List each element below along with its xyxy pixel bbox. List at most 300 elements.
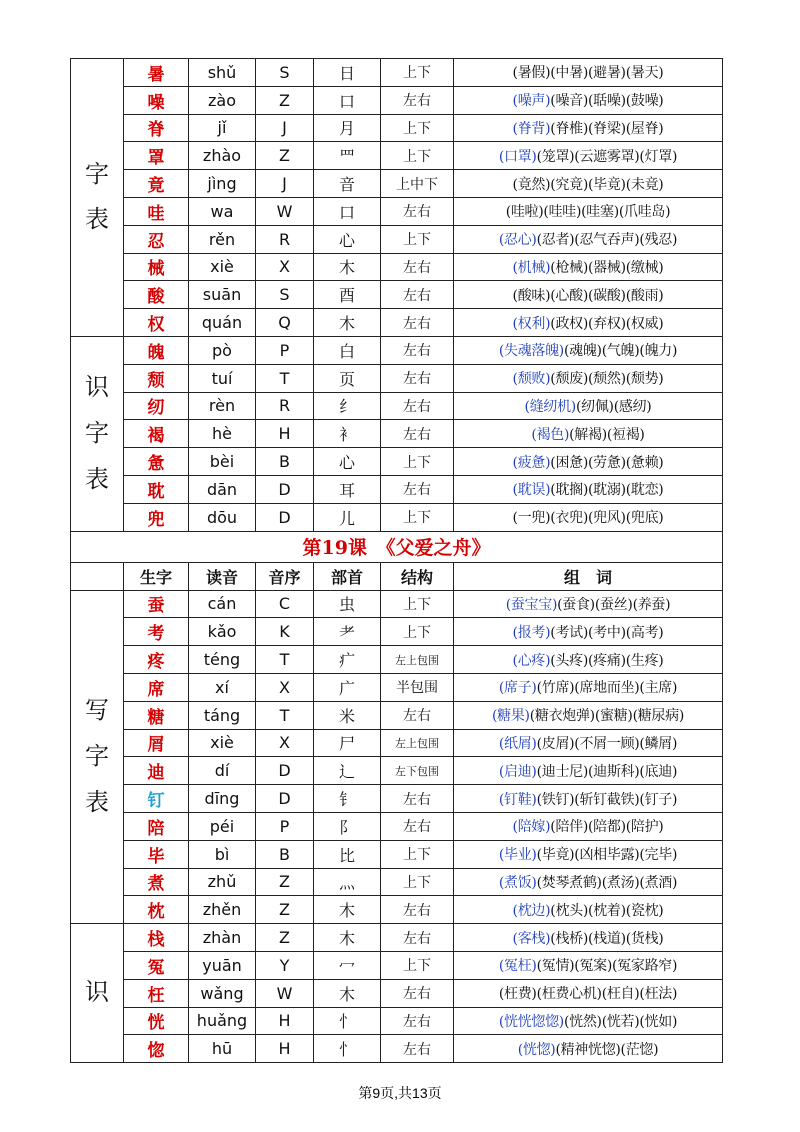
table-row xyxy=(71,590,723,618)
radical-cell: 忄 xyxy=(314,1035,381,1063)
radical-cell: 罒 xyxy=(314,142,381,170)
character-cell: 脊 xyxy=(124,114,189,142)
section-label-char: 字 xyxy=(85,159,109,188)
character-cell: 枉 xyxy=(124,979,189,1007)
pinyin-cell: rèn xyxy=(189,392,256,420)
radical-cell: 口 xyxy=(314,86,381,114)
initial-letter-cell: P xyxy=(256,336,314,364)
word-list: (皮屑)(不屑一顾)(鳞屑) xyxy=(536,735,678,752)
pinyin-cell: dōu xyxy=(189,503,256,531)
structure-cell: 左右 xyxy=(381,475,454,503)
table-row xyxy=(71,142,723,170)
initial-letter-cell: H xyxy=(256,1035,314,1063)
words-cell xyxy=(454,225,723,253)
highlighted-word: (褐色) xyxy=(531,426,570,443)
table-row xyxy=(71,673,723,701)
pinyin-cell: cán xyxy=(189,590,256,618)
character-cell: 颓 xyxy=(124,364,189,392)
pinyin-cell: xiè xyxy=(189,729,256,757)
pinyin-cell: zhěn xyxy=(189,896,256,924)
word-list: (焚琴煮鹤)(煮汤)(煮酒) xyxy=(536,874,678,891)
character-cell: 暑 xyxy=(124,59,189,87)
pinyin-cell: tuí xyxy=(189,364,256,392)
pinyin-cell: quán xyxy=(189,309,256,337)
structure-cell: 左下包围 xyxy=(381,757,454,785)
structure-cell: 左右 xyxy=(381,86,454,114)
word-list: (笼罩)(云遮雾罩)(灯罩) xyxy=(536,148,678,165)
words-cell xyxy=(454,281,723,309)
structure-cell: 左右 xyxy=(381,924,454,952)
word-list: (铁钉)(斩钉截铁)(钉子) xyxy=(536,791,678,808)
pinyin-cell: táng xyxy=(189,701,256,729)
initial-letter-cell: S xyxy=(256,281,314,309)
pinyin-cell: bèi xyxy=(189,448,256,476)
highlighted-word: (机械) xyxy=(512,259,551,276)
words-cell xyxy=(454,1035,723,1063)
pinyin-cell: hū xyxy=(189,1035,256,1063)
table-row xyxy=(71,896,723,924)
radical-cell: 广 xyxy=(314,673,381,701)
structure-cell: 上下 xyxy=(381,618,454,646)
table-row xyxy=(71,729,723,757)
initial-letter-cell: Z xyxy=(256,142,314,170)
word-list: (困惫)(劳惫)(惫赖) xyxy=(550,454,664,471)
pinyin-cell: suān xyxy=(189,281,256,309)
initial-letter-cell: R xyxy=(256,392,314,420)
pinyin-cell: zhàn xyxy=(189,924,256,952)
word-list: (栈桥)(栈道)(货栈) xyxy=(550,930,664,947)
radical-cell: 比 xyxy=(314,840,381,868)
table-row xyxy=(71,618,723,646)
character-cell: 陪 xyxy=(124,812,189,840)
character-cell: 惚 xyxy=(124,1035,189,1063)
character-cell: 枕 xyxy=(124,896,189,924)
words-cell xyxy=(454,868,723,896)
initial-letter-cell: S xyxy=(256,59,314,87)
initial-letter-cell: B xyxy=(256,448,314,476)
character-cell: 糖 xyxy=(124,701,189,729)
initial-letter-cell: J xyxy=(256,170,314,198)
radical-cell: 尸 xyxy=(314,729,381,757)
table-row xyxy=(71,448,723,476)
character-cell: 罩 xyxy=(124,142,189,170)
structure-cell: 上下 xyxy=(381,840,454,868)
word-list: (魂魄)(气魄)(魄力) xyxy=(563,343,678,360)
words-cell xyxy=(454,170,723,198)
initial-letter-cell: Y xyxy=(256,951,314,979)
initial-letter-cell: B xyxy=(256,840,314,868)
character-cell: 屑 xyxy=(124,729,189,757)
words-cell xyxy=(454,646,723,674)
structure-cell: 左右 xyxy=(381,1007,454,1035)
words-cell xyxy=(454,503,723,531)
radical-cell: 辶 xyxy=(314,757,381,785)
section-label-char: 字 xyxy=(85,418,109,447)
table-row xyxy=(71,336,723,364)
radical-cell: 纟 xyxy=(314,392,381,420)
table-row xyxy=(71,503,723,531)
words-cell xyxy=(454,448,723,476)
structure-cell: 上下 xyxy=(381,868,454,896)
word-list: (噪音)(聒噪)(鼓噪) xyxy=(550,93,664,110)
pinyin-cell: dān xyxy=(189,475,256,503)
pinyin-cell: bì xyxy=(189,840,256,868)
words-cell xyxy=(454,618,723,646)
table-row xyxy=(71,701,723,729)
radical-cell: 音 xyxy=(314,170,381,198)
initial-letter-cell: D xyxy=(256,475,314,503)
highlighted-word: (蚕宝宝) xyxy=(505,596,558,613)
structure-cell: 上下 xyxy=(381,951,454,979)
words-cell xyxy=(454,475,723,503)
pinyin-cell: jìng xyxy=(189,170,256,198)
words-cell xyxy=(454,420,723,448)
highlighted-word: (权利) xyxy=(512,315,551,332)
highlighted-word: (忍心) xyxy=(498,232,537,249)
structure-cell: 左右 xyxy=(381,701,454,729)
table-row xyxy=(71,1007,723,1035)
pinyin-cell: pò xyxy=(189,336,256,364)
initial-letter-cell: Q xyxy=(256,309,314,337)
character-cell: 耽 xyxy=(124,475,189,503)
initial-letter-cell: W xyxy=(256,197,314,225)
radical-cell: 忄 xyxy=(314,1007,381,1035)
character-cell: 冤 xyxy=(124,951,189,979)
structure-cell: 左右 xyxy=(381,785,454,813)
pinyin-cell: kǎo xyxy=(189,618,256,646)
highlighted-word: (席子) xyxy=(498,680,537,697)
table-row xyxy=(71,951,723,979)
word-list: (毕竟)(凶相毕露)(完毕) xyxy=(536,847,678,864)
pinyin-cell: shǔ xyxy=(189,59,256,87)
character-cell: 褐 xyxy=(124,420,189,448)
radical-cell: 木 xyxy=(314,979,381,1007)
highlighted-word: (耽误) xyxy=(512,482,551,499)
section-label xyxy=(71,336,124,531)
word-list: (枪械)(器械)(缴械) xyxy=(550,259,664,276)
structure-cell: 上下 xyxy=(381,448,454,476)
word-list: (迪士尼)(迪斯科)(底迪) xyxy=(536,763,678,780)
highlighted-word: (启迪) xyxy=(498,763,537,780)
section-label-char: 写 xyxy=(85,696,109,725)
character-cell: 兜 xyxy=(124,503,189,531)
pinyin-cell: wa xyxy=(189,197,256,225)
word-list: (恍然)(恍若)(恍如) xyxy=(563,1013,678,1030)
highlighted-word: (冤枉) xyxy=(498,958,537,975)
word-list: (考试)(考中)(高考) xyxy=(550,624,664,641)
table-body xyxy=(71,59,723,1063)
structure-cell: 上下 xyxy=(381,225,454,253)
structure-cell: 左上包围 xyxy=(381,646,454,674)
radical-cell: 口 xyxy=(314,197,381,225)
initial-letter-cell: X xyxy=(256,253,314,281)
initial-letter-cell: Z xyxy=(256,868,314,896)
word-list: (枉费)(枉费心机)(枉自)(枉法) xyxy=(498,986,678,1003)
character-cell: 考 xyxy=(124,618,189,646)
structure-cell: 左右 xyxy=(381,281,454,309)
column-header: 组 词 xyxy=(454,562,723,590)
radical-cell: 心 xyxy=(314,448,381,476)
character-cell: 忍 xyxy=(124,225,189,253)
structure-cell: 上下 xyxy=(381,503,454,531)
structure-cell: 上下 xyxy=(381,590,454,618)
words-cell xyxy=(454,309,723,337)
radical-cell: 页 xyxy=(314,364,381,392)
column-header: 结构 xyxy=(381,562,454,590)
words-cell xyxy=(454,840,723,868)
initial-letter-cell: Z xyxy=(256,86,314,114)
header-row xyxy=(71,562,723,590)
initial-letter-cell: D xyxy=(256,757,314,785)
words-cell xyxy=(454,197,723,225)
initial-letter-cell: H xyxy=(256,1007,314,1035)
pinyin-cell: xí xyxy=(189,673,256,701)
table-row xyxy=(71,225,723,253)
section-label xyxy=(71,59,124,337)
radical-cell: 耳 xyxy=(314,475,381,503)
word-list: (竹席)(席地而坐)(主席) xyxy=(536,680,678,697)
radical-cell: 酉 xyxy=(314,281,381,309)
character-cell: 权 xyxy=(124,309,189,337)
radical-cell: 耂 xyxy=(314,618,381,646)
initial-letter-cell: T xyxy=(256,701,314,729)
word-list: (哇啦)(哇哇)(哇塞)(爪哇岛) xyxy=(505,204,671,221)
radical-cell: 衤 xyxy=(314,420,381,448)
page-number: 第9页,共13页 xyxy=(358,1085,442,1101)
words-cell xyxy=(454,729,723,757)
radical-cell: 心 xyxy=(314,225,381,253)
pinyin-cell: yuān xyxy=(189,951,256,979)
word-list: (脊椎)(脊梁)(屋脊) xyxy=(550,120,664,137)
table-row xyxy=(71,86,723,114)
words-cell xyxy=(454,701,723,729)
structure-cell: 左右 xyxy=(381,253,454,281)
radical-cell: 木 xyxy=(314,896,381,924)
words-cell xyxy=(454,336,723,364)
structure-cell: 左右 xyxy=(381,309,454,337)
character-cell: 竟 xyxy=(124,170,189,198)
highlighted-word: (枕边) xyxy=(512,902,551,919)
structure-cell: 左右 xyxy=(381,197,454,225)
highlighted-word: (煮饭) xyxy=(498,874,537,891)
radical-cell: 木 xyxy=(314,253,381,281)
word-list: (忍者)(忍气吞声)(残忍) xyxy=(536,232,678,249)
highlighted-word: (钉鞋) xyxy=(498,791,537,808)
initial-letter-cell: R xyxy=(256,225,314,253)
table-row xyxy=(71,114,723,142)
word-list: (头疼)(疼痛)(生疼) xyxy=(550,652,664,669)
table-row xyxy=(71,281,723,309)
words-cell xyxy=(454,86,723,114)
table-row xyxy=(71,420,723,448)
table-row xyxy=(71,253,723,281)
table-row xyxy=(71,170,723,198)
word-list: (枕头)(枕着)(瓷枕) xyxy=(550,902,664,919)
initial-letter-cell: D xyxy=(256,503,314,531)
section-label-char: 表 xyxy=(85,787,109,816)
initial-letter-cell: X xyxy=(256,729,314,757)
structure-cell: 左右 xyxy=(381,1035,454,1063)
radical-cell: 月 xyxy=(314,114,381,142)
pinyin-cell: zào xyxy=(189,86,256,114)
word-list: (糖衣炮弹)(蜜糖)(糖尿病) xyxy=(529,708,684,725)
highlighted-word: (噪声) xyxy=(512,93,551,110)
radical-cell: 灬 xyxy=(314,868,381,896)
character-cell: 钉 xyxy=(124,785,189,813)
character-cell: 疼 xyxy=(124,646,189,674)
table-row xyxy=(71,646,723,674)
word-list: (竟然)(究竟)(毕竟)(未竟) xyxy=(512,176,664,193)
radical-cell: 虫 xyxy=(314,590,381,618)
initial-letter-cell: J xyxy=(256,114,314,142)
highlighted-word: (脊背) xyxy=(512,120,551,137)
word-list: (冤情)(冤案)(冤家路窄) xyxy=(536,958,678,975)
character-cell: 栈 xyxy=(124,924,189,952)
section-label-char: 识 xyxy=(85,978,109,1007)
words-cell xyxy=(454,590,723,618)
section-label-char: 识 xyxy=(85,373,109,402)
section-label-char: 表 xyxy=(85,205,109,234)
radical-cell: 木 xyxy=(314,309,381,337)
words-cell xyxy=(454,114,723,142)
character-cell: 噪 xyxy=(124,86,189,114)
table-row xyxy=(71,475,723,503)
words-cell xyxy=(454,812,723,840)
highlighted-word: (糖果) xyxy=(491,708,530,725)
structure-cell: 半包围 xyxy=(381,673,454,701)
section-label xyxy=(71,590,124,924)
highlighted-word: (缝纫机) xyxy=(524,398,576,415)
structure-cell: 上中下 xyxy=(381,170,454,198)
initial-letter-cell: X xyxy=(256,673,314,701)
words-cell xyxy=(454,757,723,785)
structure-cell: 左右 xyxy=(381,336,454,364)
highlighted-word: (口罩) xyxy=(498,148,537,165)
lesson-title: 第19课 《父爱之舟》 xyxy=(71,531,723,562)
pinyin-cell: zhào xyxy=(189,142,256,170)
lesson-title-row xyxy=(71,531,723,562)
pinyin-cell: péi xyxy=(189,812,256,840)
structure-cell: 左右 xyxy=(381,420,454,448)
highlighted-word: (恍惚) xyxy=(517,1041,556,1058)
initial-letter-cell: C xyxy=(256,590,314,618)
word-list: (政权)(弃权)(权威) xyxy=(550,315,664,332)
initial-letter-cell: K xyxy=(256,618,314,646)
highlighted-word: (颓败) xyxy=(512,371,551,388)
structure-cell: 左上包围 xyxy=(381,729,454,757)
character-cell: 惫 xyxy=(124,448,189,476)
table-row xyxy=(71,785,723,813)
words-cell xyxy=(454,253,723,281)
radical-cell: 米 xyxy=(314,701,381,729)
character-cell: 哇 xyxy=(124,197,189,225)
word-list: (耽搁)(耽溺)(耽恋) xyxy=(550,482,664,499)
structure-cell: 上下 xyxy=(381,142,454,170)
character-cell: 纫 xyxy=(124,392,189,420)
character-cell: 蚕 xyxy=(124,590,189,618)
radical-cell: 日 xyxy=(314,59,381,87)
structure-cell: 左右 xyxy=(381,812,454,840)
structure-cell: 左右 xyxy=(381,364,454,392)
initial-letter-cell: D xyxy=(256,785,314,813)
radical-cell: 木 xyxy=(314,924,381,952)
radical-cell: 儿 xyxy=(314,503,381,531)
table-row xyxy=(71,59,723,87)
words-cell xyxy=(454,951,723,979)
initial-letter-cell: W xyxy=(256,979,314,1007)
character-cell: 毕 xyxy=(124,840,189,868)
word-list: (陪伴)(陪都)(陪护) xyxy=(550,819,664,836)
radical-cell: 钅 xyxy=(314,785,381,813)
table-row xyxy=(71,197,723,225)
word-list: (蚕食)(蚕丝)(养蚕) xyxy=(557,596,671,613)
character-cell: 酸 xyxy=(124,281,189,309)
column-header xyxy=(71,562,124,590)
character-cell: 魄 xyxy=(124,336,189,364)
word-list: (纫佩)(感纫) xyxy=(575,398,652,415)
column-header: 音序 xyxy=(256,562,314,590)
highlighted-word: (失魂落魄) xyxy=(498,343,564,360)
highlighted-word: (疲惫) xyxy=(512,454,551,471)
pinyin-cell: xiè xyxy=(189,253,256,281)
character-cell: 械 xyxy=(124,253,189,281)
table-row xyxy=(71,757,723,785)
pinyin-cell: wǎng xyxy=(189,979,256,1007)
words-cell xyxy=(454,142,723,170)
structure-cell: 左右 xyxy=(381,896,454,924)
words-cell xyxy=(454,896,723,924)
initial-letter-cell: T xyxy=(256,646,314,674)
pinyin-cell: rěn xyxy=(189,225,256,253)
highlighted-word: (陪嫁) xyxy=(512,819,551,836)
highlighted-word: (毕业) xyxy=(498,847,537,864)
word-list: (一兜)(衣兜)(兜风)(兜底) xyxy=(512,510,664,527)
initial-letter-cell: P xyxy=(256,812,314,840)
radical-cell: 白 xyxy=(314,336,381,364)
table-row xyxy=(71,840,723,868)
column-header: 读音 xyxy=(189,562,256,590)
column-header: 生字 xyxy=(124,562,189,590)
structure-cell: 左右 xyxy=(381,392,454,420)
initial-letter-cell: T xyxy=(256,364,314,392)
table-row xyxy=(71,979,723,1007)
word-list: (暑假)(中暑)(避暑)(暑天) xyxy=(512,65,664,82)
radical-cell: 阝 xyxy=(314,812,381,840)
table-row xyxy=(71,868,723,896)
initial-letter-cell: H xyxy=(256,420,314,448)
structure-cell: 左右 xyxy=(381,979,454,1007)
character-cell: 煮 xyxy=(124,868,189,896)
words-cell xyxy=(454,673,723,701)
words-cell xyxy=(454,59,723,87)
table-row xyxy=(71,1035,723,1063)
highlighted-word: (报考) xyxy=(512,624,551,641)
table-row xyxy=(71,309,723,337)
word-list: (解褐)(裋褐) xyxy=(569,426,645,443)
words-cell xyxy=(454,979,723,1007)
section-label-char: 表 xyxy=(85,464,109,493)
table-row xyxy=(71,364,723,392)
pinyin-cell: zhǔ xyxy=(189,868,256,896)
column-header: 部首 xyxy=(314,562,381,590)
words-cell xyxy=(454,364,723,392)
highlighted-word: (纸屑) xyxy=(498,735,537,752)
highlighted-word: (恍恍惚惚) xyxy=(498,1013,564,1030)
table-row xyxy=(71,392,723,420)
character-cell: 恍 xyxy=(124,1007,189,1035)
radical-cell: 疒 xyxy=(314,646,381,674)
words-cell xyxy=(454,1007,723,1035)
